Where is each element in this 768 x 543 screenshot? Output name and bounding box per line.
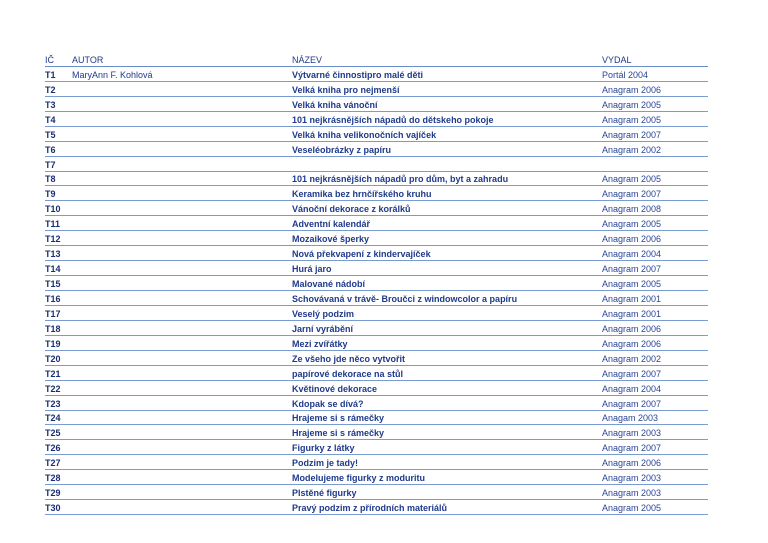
cell-title: Veselý podzim bbox=[292, 305, 602, 320]
cell-title: Velká kniha pro nejmenší bbox=[292, 81, 602, 96]
cell-author bbox=[72, 291, 292, 306]
cell-publisher: Anagram 2007 bbox=[602, 440, 708, 455]
table-row bbox=[45, 305, 708, 320]
cell-id: T5 bbox=[45, 126, 72, 141]
cell-publisher: Anagram 2006 bbox=[602, 335, 708, 350]
cell-author bbox=[72, 186, 292, 201]
cell-author bbox=[72, 320, 292, 335]
cell-title: 101 nejkrásnějších nápadů do dětskeho pokoje bbox=[292, 111, 602, 126]
cell-id: T3 bbox=[45, 96, 72, 111]
cell-author bbox=[72, 141, 292, 156]
table-row bbox=[45, 96, 708, 111]
cell-publisher: Anagram 2007 bbox=[602, 126, 708, 141]
header-publisher: VYDAL bbox=[602, 52, 708, 66]
table-row bbox=[45, 440, 708, 455]
cell-id: T4 bbox=[45, 111, 72, 126]
cell-id: T27 bbox=[45, 455, 72, 470]
cell-title: Mezi zvířátky bbox=[292, 335, 602, 350]
cell-title: Jarní vyrábění bbox=[292, 320, 602, 335]
cell-publisher: Anagram 2001 bbox=[602, 291, 708, 306]
cell-author bbox=[72, 485, 292, 500]
cell-author bbox=[72, 216, 292, 231]
cell-id: T18 bbox=[45, 320, 72, 335]
table-row bbox=[45, 470, 708, 485]
cell-title: Mozaikové šperky bbox=[292, 231, 602, 246]
table-row bbox=[45, 186, 708, 201]
cell-title: Ze všeho jde něco vytvořit bbox=[292, 350, 602, 365]
table-row bbox=[45, 485, 708, 500]
cell-title: Květinové dekorace bbox=[292, 380, 602, 395]
cell-title: Nová překvapení z kindervajíček bbox=[292, 246, 602, 261]
cell-author bbox=[72, 156, 292, 171]
cell-author bbox=[72, 470, 292, 485]
cell-id: T12 bbox=[45, 231, 72, 246]
table-row bbox=[45, 425, 708, 440]
cell-title: 101 nejkrásnějších nápadů pro dům, byt a zahradu bbox=[292, 171, 602, 186]
cell-author bbox=[72, 335, 292, 350]
cell-publisher: Anagram 2005 bbox=[602, 96, 708, 111]
table-row bbox=[45, 350, 708, 365]
cell-id: T16 bbox=[45, 291, 72, 306]
table-row bbox=[45, 500, 708, 515]
cell-publisher: Anagram 2007 bbox=[602, 261, 708, 276]
cell-id: T20 bbox=[45, 350, 72, 365]
table-row bbox=[45, 231, 708, 246]
cell-id: T11 bbox=[45, 216, 72, 231]
cell-author bbox=[72, 410, 292, 425]
table-row bbox=[45, 201, 708, 216]
cell-id: T6 bbox=[45, 141, 72, 156]
cell-title: Malované nádobí bbox=[292, 276, 602, 291]
cell-author bbox=[72, 350, 292, 365]
cell-id: T28 bbox=[45, 470, 72, 485]
cell-author: MaryAnn F. Kohlová bbox=[72, 66, 292, 81]
cell-author bbox=[72, 305, 292, 320]
cell-title: Figurky z látky bbox=[292, 440, 602, 455]
cell-publisher: Anagram 2001 bbox=[602, 305, 708, 320]
cell-publisher: Anagram 2004 bbox=[602, 246, 708, 261]
cell-publisher: Anagram 2007 bbox=[602, 186, 708, 201]
cell-publisher: Anagram 2004 bbox=[602, 380, 708, 395]
cell-title: Schovávaná v trávě- Broučci z windowcolor a papíru bbox=[292, 291, 602, 306]
table-row bbox=[45, 216, 708, 231]
cell-author bbox=[72, 126, 292, 141]
cell-publisher: Anagram 2005 bbox=[602, 111, 708, 126]
cell-author bbox=[72, 111, 292, 126]
cell-author bbox=[72, 201, 292, 216]
table-row bbox=[45, 246, 708, 261]
cell-title: Veseléobrázky z papíru bbox=[292, 141, 602, 156]
table-row bbox=[45, 291, 708, 306]
cell-title: Keramika bez hrnčířského kruhu bbox=[292, 186, 602, 201]
cell-author bbox=[72, 231, 292, 246]
cell-id: T19 bbox=[45, 335, 72, 350]
cell-id: T24 bbox=[45, 410, 72, 425]
cell-title: Podzim je tady! bbox=[292, 455, 602, 470]
cell-id: T7 bbox=[45, 156, 72, 171]
cell-id: T26 bbox=[45, 440, 72, 455]
cell-publisher: Anagram 2005 bbox=[602, 171, 708, 186]
cell-publisher: Anagram 2003 bbox=[602, 485, 708, 500]
table-row bbox=[45, 276, 708, 291]
cell-publisher: Anagram 2007 bbox=[602, 395, 708, 410]
cell-title: Hurá jaro bbox=[292, 261, 602, 276]
header-title: NÁZEV bbox=[292, 52, 602, 66]
cell-author bbox=[72, 276, 292, 291]
cell-publisher: Anagram 2002 bbox=[602, 350, 708, 365]
cell-id: T2 bbox=[45, 81, 72, 96]
cell-author bbox=[72, 261, 292, 276]
cell-author bbox=[72, 455, 292, 470]
cell-title bbox=[292, 156, 602, 171]
table-header-row bbox=[45, 52, 708, 66]
cell-title: Výtvarné činnostipro malé děti bbox=[292, 66, 602, 81]
cell-publisher: Anagram 2006 bbox=[602, 320, 708, 335]
book-table bbox=[45, 52, 708, 515]
cell-id: T21 bbox=[45, 365, 72, 380]
cell-publisher: Anagram 2006 bbox=[602, 231, 708, 246]
cell-publisher: Anagram 2006 bbox=[602, 81, 708, 96]
cell-publisher: Anagram 2005 bbox=[602, 276, 708, 291]
cell-author bbox=[72, 425, 292, 440]
cell-title: Hrajeme si s rámečky bbox=[292, 425, 602, 440]
cell-publisher bbox=[602, 156, 708, 171]
cell-title: Hrajeme si s rámečky bbox=[292, 410, 602, 425]
header-id: IČ bbox=[45, 52, 72, 66]
cell-id: T23 bbox=[45, 395, 72, 410]
table-row bbox=[45, 455, 708, 470]
table-row bbox=[45, 141, 708, 156]
table-row bbox=[45, 410, 708, 425]
cell-title: Modelujeme figurky z moduritu bbox=[292, 470, 602, 485]
cell-id: T22 bbox=[45, 380, 72, 395]
cell-publisher: Anagram 2005 bbox=[602, 500, 708, 515]
cell-id: T29 bbox=[45, 485, 72, 500]
cell-title: papírové dekorace na stůl bbox=[292, 365, 602, 380]
table-row bbox=[45, 261, 708, 276]
table-row bbox=[45, 111, 708, 126]
cell-id: T30 bbox=[45, 500, 72, 515]
cell-publisher: Portál 2004 bbox=[602, 66, 708, 81]
table-row bbox=[45, 320, 708, 335]
cell-author bbox=[72, 365, 292, 380]
header-author: AUTOR bbox=[72, 52, 292, 66]
table-row bbox=[45, 335, 708, 350]
cell-title: Vánoční dekorace z korálků bbox=[292, 201, 602, 216]
cell-publisher: Anagram 2003 bbox=[602, 470, 708, 485]
cell-publisher: Anagram 2007 bbox=[602, 365, 708, 380]
table-row bbox=[45, 81, 708, 96]
cell-title: Adventní kalendář bbox=[292, 216, 602, 231]
table-row bbox=[45, 395, 708, 410]
cell-author bbox=[72, 395, 292, 410]
cell-publisher: Anagram 2002 bbox=[602, 141, 708, 156]
cell-title: Velká kniha vánoční bbox=[292, 96, 602, 111]
cell-id: T13 bbox=[45, 246, 72, 261]
cell-id: T1 bbox=[45, 66, 72, 81]
cell-id: T9 bbox=[45, 186, 72, 201]
cell-id: T15 bbox=[45, 276, 72, 291]
cell-author bbox=[72, 440, 292, 455]
table-body bbox=[45, 66, 708, 514]
cell-publisher: Anagram 2008 bbox=[602, 201, 708, 216]
table-row bbox=[45, 380, 708, 395]
cell-author bbox=[72, 380, 292, 395]
cell-author bbox=[72, 81, 292, 96]
cell-id: T10 bbox=[45, 201, 72, 216]
table-row bbox=[45, 365, 708, 380]
cell-title: Pravý podzim z přírodních materiálů bbox=[292, 500, 602, 515]
cell-author bbox=[72, 246, 292, 261]
table-row bbox=[45, 156, 708, 171]
cell-id: T14 bbox=[45, 261, 72, 276]
cell-id: T25 bbox=[45, 425, 72, 440]
cell-id: T8 bbox=[45, 171, 72, 186]
cell-author bbox=[72, 96, 292, 111]
cell-publisher: Anagram 2006 bbox=[602, 455, 708, 470]
table-row bbox=[45, 66, 708, 81]
table-row bbox=[45, 126, 708, 141]
cell-publisher: Anagram 2005 bbox=[602, 216, 708, 231]
cell-id: T17 bbox=[45, 305, 72, 320]
cell-publisher: Anagam 2003 bbox=[602, 410, 708, 425]
table-row bbox=[45, 171, 708, 186]
cell-author bbox=[72, 500, 292, 515]
cell-author bbox=[72, 171, 292, 186]
cell-title: Velká kniha velikonočních vajíček bbox=[292, 126, 602, 141]
cell-title: Plstěné figurky bbox=[292, 485, 602, 500]
cell-title: Kdopak se dívá? bbox=[292, 395, 602, 410]
cell-publisher: Anagram 2003 bbox=[602, 425, 708, 440]
